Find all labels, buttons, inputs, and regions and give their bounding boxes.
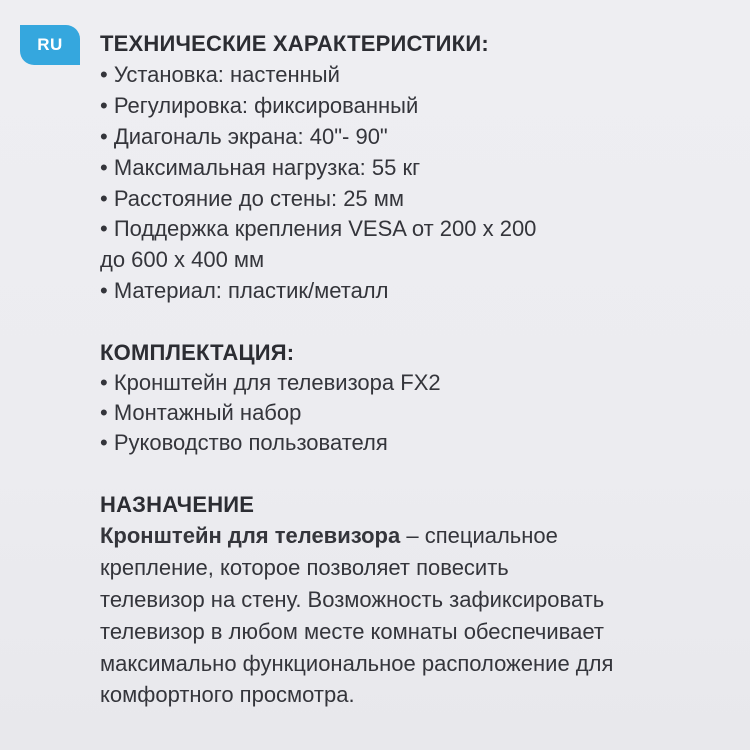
kit-item-bracket: • Кронштейн для телевизора FX2 — [100, 370, 441, 395]
purpose-lead-bold: Кронштейн для телевизора — [100, 523, 401, 548]
spec-item-material: • Материал: пластик/металл — [100, 278, 389, 303]
specs-heading: ТЕХНИЧЕСКИЕ ХАРАКТЕРИСТИКИ: — [100, 31, 489, 56]
spec-item-max-load: • Максимальная нагрузка: 55 кг — [100, 155, 421, 180]
purpose-line: максимально функциональное расположение для — [100, 651, 614, 676]
purpose-heading: НАЗНАЧЕНИЕ — [100, 492, 255, 517]
purpose-line: комфортного просмотра. — [100, 682, 355, 707]
purpose-line: крепление, которое позволяет повесить — [100, 555, 509, 580]
kit-heading: КОМПЛЕКТАЦИЯ: — [100, 340, 295, 365]
purpose-lead-rest: – специальное — [400, 523, 558, 548]
purpose-line: телевизор в любом месте комнаты обеспечивает — [100, 619, 604, 644]
purpose-line: телевизор на стену. Возможность зафиксировать — [100, 587, 605, 612]
language-badge: RU — [20, 25, 80, 65]
kit-item-manual: • Руководство пользователя — [100, 430, 388, 455]
spec-item-wall-distance: • Расстояние до стены: 25 мм — [100, 186, 405, 211]
spec-item-diagonal: • Диагональ экрана: 40"- 90" — [100, 124, 388, 149]
spec-item-vesa-continued: до 600 x 400 мм — [100, 247, 265, 272]
spec-item-vesa: • Поддержка крепления VESA от 200 x 200 — [100, 216, 537, 241]
purpose-lead-line — [100, 523, 558, 549]
kit-item-mounting-set: • Монтажный набор — [100, 400, 302, 425]
spec-item-mount: • Установка: настенный — [100, 62, 340, 87]
spec-item-adjustment: • Регулировка: фиксированный — [100, 93, 419, 118]
